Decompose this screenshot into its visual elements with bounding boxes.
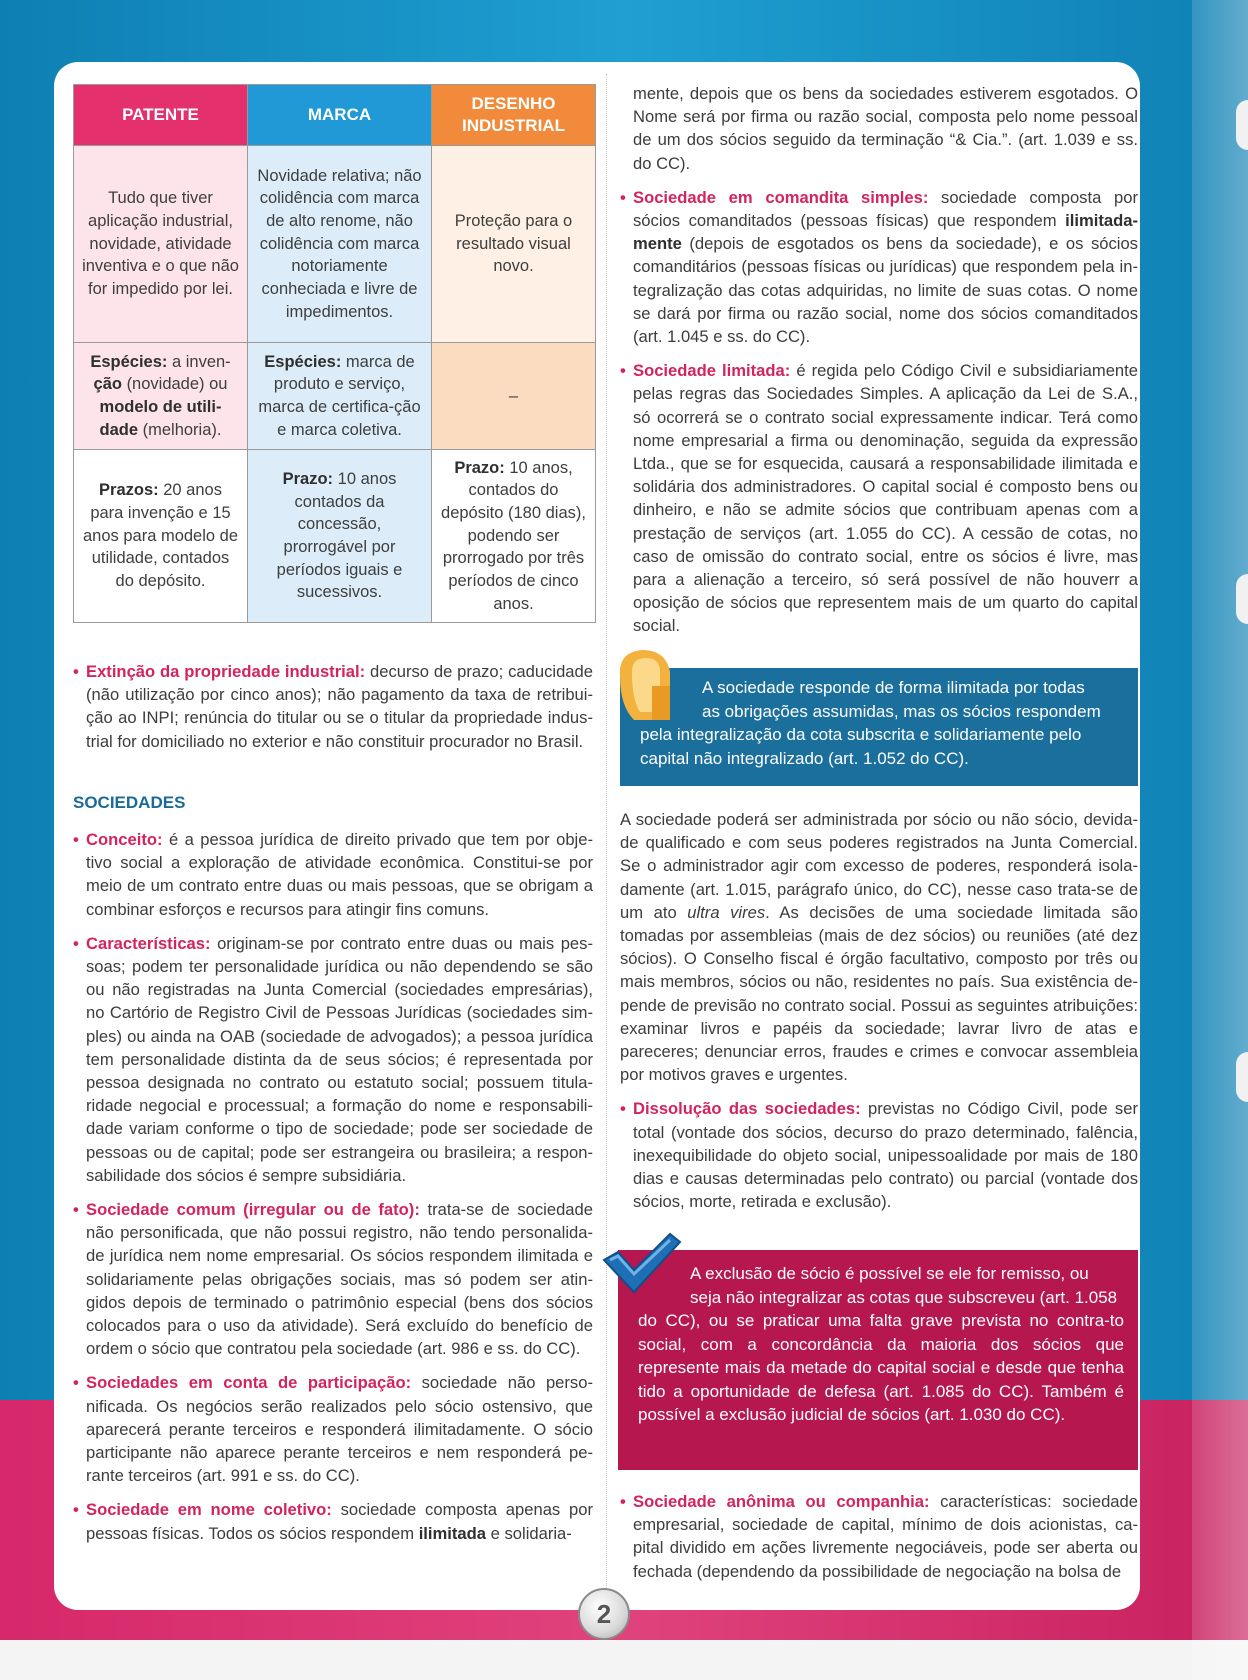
binder-notch (1236, 1052, 1248, 1102)
conta-participacao-paragraph: • Sociedades em conta de participação: sociedade não perso-nificada. Os negócios serão realizados pelo sócio ostensivo, que aparecerá perante terceiros e responderá ilimitadamente. O sócio participante não aparece perante terceiros e nem responderá pe-rante terceiros (art. 991 e ss. do CC). (73, 1371, 593, 1487)
cell-marca-especies: Espécies: marca de produto e serviço, marca de certifica-ção e marca coletiva. (248, 343, 432, 450)
right-edge-strip (1192, 0, 1248, 1680)
caracteristicas-paragraph: • Características: originam-se por contrato entre duas ou mais pes-soas; podem ter personalidade jurídica ou não dependendo se são ou não registradas na Junta Comercial (sociedades empresárias), no Cartório de Registro Civil de Pessoas Jurídicas (sociedades sim-ples) ou ainda na OAB (sociedade de advogados); a pessoa jurídica tem personalidade distinta da de seus sócios; é representada por pessoa designada no contrato ou estatuto social; possuem titula-ridade negocial e processual; a formação do nome e responsabili-dade variam conforme o tipo de sociedade; pode ser sociedade de pessoas ou de capital; pode ser estrangeira ou brasileira; a respon-sabilidade dos sócios é sempre subsidiária. (73, 932, 593, 1187)
binder-notch (1236, 100, 1248, 150)
continuation-paragraph: mente, depois que os bens da sociedades estiverem esgotados. O Nome será por firma ou razão social, composta pelo nome pessoal de um dos sócios seguido da terminação “& Cia.”. (art. 1.039 e ss. do CC). (633, 84, 1138, 173)
binder-notch (1236, 574, 1248, 624)
cell-desenho-especies: – (432, 343, 596, 450)
right-column-bottom (620, 1490, 1138, 1583)
anonima-paragraph: • Sociedade anônima ou companhia: características: sociedade empresarial, sociedade de capital, mínimo de dois acionistas, ca-pital dividido em ações livremente negociáveis, pode ser aberta ou fechada (dependendo da possibilidade de negociação na bolsa de (620, 1490, 1138, 1583)
left-column-lower (73, 828, 593, 1545)
nome-coletivo-paragraph: • Sociedade em nome coletivo: sociedade composta apenas por pessoas físicas. Todos os sócios respondem ilimitada e solidaria- (73, 1498, 593, 1544)
cell-marca-requisitos: Novidade relativa; não colidência com marca de alto renome, não colidência com marca notoriamente conheciada e livre de impedimentos. (248, 146, 432, 343)
left-column-upper (73, 660, 593, 753)
right-column-upper (620, 82, 1138, 638)
header-patente: PATENTE (74, 85, 248, 146)
administracao-paragraph: A sociedade poderá ser administrada por sócio ou não sócio, devida-de qualificado e com seus poderes registrados na Junta Comercial. Se o administrador agir com excesso de poderes, responderá isola-damente (art. 1.015, parágrafo único, do CC), nesse caso trata-se de um ato ultra vires. As decisões de uma sociedade limitada são tomadas por assembleias (mais de dez sócios) ou reuniões (até dez sócios). O Conselho fiscal é órgão facultativo, composto por três ou mais membros, sócios ou não, residentes no país. Sua existência de-pende de previsão no contrato social. Possui as seguintes atribuições: examinar livros e papéis da sociedade; lavrar livro de atas e pareceres; denunciar erros, fraudes e crimes e convocar assembleia por motivos graves e urgentes. (620, 810, 1138, 1085)
header-marca: MARCA (248, 85, 432, 146)
checkmark-icon (602, 1230, 682, 1296)
highlight-box-exclusao: A exclusão de sócio é possível se ele for remisso, ou seja não integralizar as cotas que subscreveu (art. 1.058 do CC), ou se praticar uma falta grave prevista no contra-to social, com a concordância da maioria dos sócios que represente mais da metade do capital social e desde que tenha tido a oportunidade de defesa (art. 1.085 do CC). Também é possível a exclusão judicial de sócios (art. 1.030 do CC). (618, 1250, 1138, 1470)
right-column-middle (620, 808, 1138, 1213)
cell-patente-especies: Espécies: a inven- ção (novidade) ou modelo de utili- dade (melhoria). (74, 343, 248, 450)
cell-desenho-requisitos: Proteção para o resultado visual novo. (432, 146, 596, 343)
header-desenho-industrial: DESENHO INDUSTRIAL (432, 85, 596, 146)
highlight-box-responsabilidade: A sociedade responde de forma ilimitada por todas as obrigações assumidas, mas os sócios respondem pela integralização da cota subscrita e solidariamente pelo capital não integralizado (art. 1.052 do CC). (620, 668, 1138, 786)
lightbulb-idea-icon (612, 646, 684, 728)
background-bottom-band (0, 1640, 1248, 1680)
page-number-badge: 2 (578, 1588, 630, 1640)
conceito-paragraph: • Conceito: é a pessoa jurídica de direito privado que tem por obje-tivo social a exploração de atividade econômica. Constitui-se por meio de um contrato entre duas ou mais pessoas, que se obrigam a combinar esforços e recursos para atingir fins comuns. (73, 828, 593, 921)
cell-patente-prazos: Prazos: 20 anos para invenção e 15 anos para modelo de utilidade, contados do depósito. (74, 450, 248, 623)
sociedade-comum-paragraph: • Sociedade comum (irregular ou de fato): trata-se de sociedade não personificada, que não possui registro, não tendo personalida-de jurídica nem nome empresarial. Os sócios respondem ilimitada e solidariamente pelas obrigações sociais, mas só podem ser atin-gidos depois de terminado o patrimônio especial (bens dos sócios colocados para o uso da atividade). Será excluído do benefício de ordem o sócio que contratou pela sociedade (art. 986 e ss. do CC). (73, 1198, 593, 1360)
limitada-paragraph: • Sociedade limitada: é regida pelo Código Civil e subsidiariamente pelas regras das Sociedades Simples. A aplicação da Lei de S.A., só ocorrerá se o contrato social expressamente indicar. Terá como nome empresarial a firma ou denominação, seguida da expressão Ltda., que se for esquecida, causará a responsabilidade ilimitada e solidária dos administradores. O capital social é composto bens ou dinheiro, e não se admite sócios que contribuam apenas com a prestação de serviços (art. 1.055 do CC). A cessão de cotas, no caso de omissão do contrato social, entre os sócios é livre, mas para a alienação a terceiro, só será possível de não houverr a oposição de sócios que representem mais de um quarto do capital social. (620, 359, 1138, 637)
column-divider (606, 74, 607, 1594)
cell-patente-requisitos: Tudo que tiver aplicação industrial, novidade, atividade inventiva e o que não for impedido por lei. (74, 146, 248, 343)
comandita-paragraph: • Sociedade em comandita simples: sociedade composta por sócios comanditados (pessoas físicas) que respondem ilimitada-mente (depois de esgotados os bens da sociedade), e os sócios comanditários (pessoas físicas ou jurídicas) que respondem pela in-tegralização das cotas adquiridas, no limite de suas cotas. O nome se dará por firma ou razão social, nome dos sócios comanditados (art. 1.045 e ss. do CC). (620, 186, 1138, 348)
section-title-sociedades: SOCIEDADES (73, 793, 186, 812)
dissolucao-paragraph: • Dissolução das sociedades: previstas no Código Civil, pode ser total (vontade dos sócios, decurso do prazo determinado, falência, inexequibilidade do objeto social, unipessoalidade por mais de 180 dias e causas determinadas pelo contrato) ou parcial (vontade dos sócios, morte, retirada e exclusão). (620, 1097, 1138, 1213)
industrial-property-table (73, 84, 596, 623)
cell-desenho-prazo: Prazo: 10 anos, contados do depósito (180 dias), podendo ser prorrogado por três períodos de cinco anos. (432, 450, 596, 623)
cell-marca-prazo: Prazo: 10 anos contados da concessão, prorrogável por períodos iguais e sucessivos. (248, 450, 432, 623)
extincao-paragraph: • Extinção da propriedade industrial: decurso de prazo; caducidade (não utilização por cinco anos); não pagamento da taxa de retribui-ção ao INPI; renúncia do titular ou se o titular da propriedade indus-trial for domiciliado no exterior e não constituir procurador no Brasil. (73, 660, 593, 753)
